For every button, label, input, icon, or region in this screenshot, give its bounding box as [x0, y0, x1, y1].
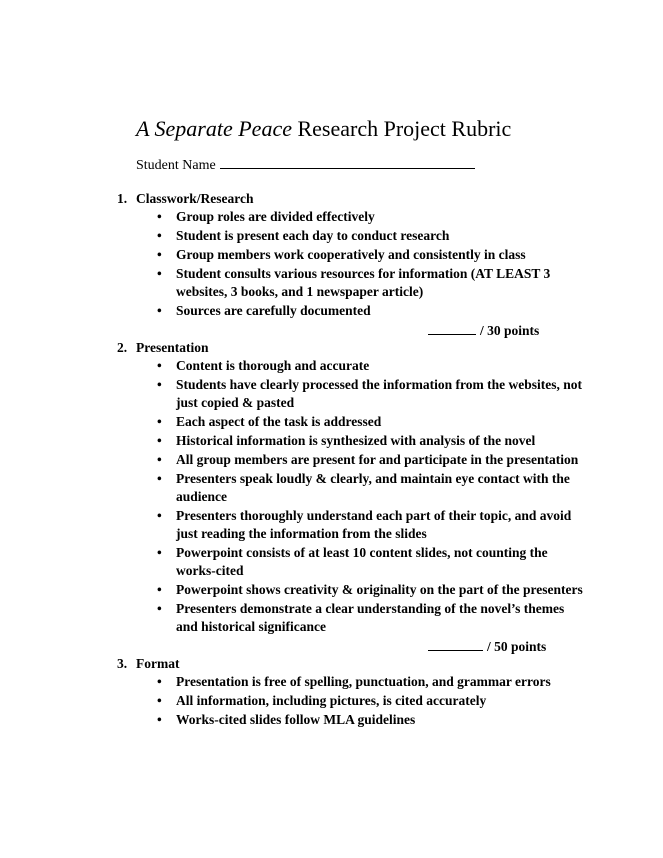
student-name-blank[interactable]	[220, 156, 475, 169]
bullet-icon: •	[157, 693, 162, 708]
criteria-list	[0, 208, 663, 320]
list-item	[0, 581, 586, 599]
criterion-text: Each aspect of the task is addressed	[176, 414, 382, 429]
criterion-text: All information, including pictures, is cited accurately	[176, 693, 487, 708]
criterion-text: Presenters demonstrate a clear understanding of the novel’s themes and historical significance	[176, 601, 565, 634]
section-title: Classwork/Research	[136, 191, 254, 206]
bullet-icon: •	[157, 712, 162, 727]
bullet-icon: •	[157, 545, 162, 560]
bullet-icon: •	[157, 228, 162, 243]
bullet-icon: •	[157, 601, 162, 616]
section-header	[0, 655, 663, 673]
bullet-icon: •	[157, 414, 162, 429]
list-item	[0, 711, 586, 729]
criterion-text: Sources are carefully documented	[176, 303, 371, 318]
score-label: / 50 points	[487, 639, 547, 654]
criteria-list	[0, 673, 663, 729]
score-text	[428, 321, 539, 340]
criterion-text: Presenters thoroughly understand each part of their topic, and avoid just reading the information from the slides	[176, 508, 572, 541]
list-item	[0, 470, 586, 506]
bullet-icon: •	[157, 471, 162, 486]
score-blank[interactable]	[428, 321, 476, 335]
section-number: 2.	[117, 340, 128, 355]
bullet-icon: •	[157, 433, 162, 448]
title-book-name: A Separate Peace	[136, 116, 292, 141]
bullet-icon: •	[157, 452, 162, 467]
list-item	[0, 376, 586, 412]
criterion-text: Student is present each day to conduct research	[176, 228, 450, 243]
list-item	[0, 208, 586, 226]
section-header	[0, 190, 663, 208]
list-item	[0, 265, 586, 301]
section-title: Format	[136, 656, 180, 671]
score-blank[interactable]	[428, 637, 483, 651]
list-item	[0, 600, 586, 636]
list-item	[0, 413, 586, 431]
bullet-icon: •	[157, 508, 162, 523]
bullet-icon: •	[157, 266, 162, 281]
bullet-icon: •	[157, 377, 162, 392]
criterion-text: Works-cited slides follow MLA guidelines	[176, 712, 416, 727]
student-name-line	[136, 156, 475, 175]
section-header	[0, 339, 663, 357]
list-item	[0, 692, 586, 710]
criterion-text: Student consults various resources for information (AT LEAST 3 websites, 3 books, and 1 newspaper article)	[176, 266, 551, 299]
criterion-text: Powerpoint shows creativity & originality on the part of the presenters	[176, 582, 583, 597]
list-item	[0, 544, 586, 580]
score-label: / 30 points	[480, 323, 540, 338]
criterion-text: Group roles are divided effectively	[176, 209, 375, 224]
criterion-text: Presentation is free of spelling, punctuation, and grammar errors	[176, 674, 551, 689]
score-line	[0, 321, 663, 339]
section-number: 1.	[117, 191, 128, 206]
bullet-icon: •	[157, 247, 162, 262]
list-item	[0, 507, 586, 543]
section-format	[0, 655, 663, 729]
bullet-icon: •	[157, 209, 162, 224]
rubric-sections	[0, 190, 663, 730]
criterion-text: Presenters speak loudly & clearly, and maintain eye contact with the audience	[176, 471, 570, 504]
list-item	[0, 432, 586, 450]
criterion-text: Historical information is synthesized with analysis of the novel	[176, 433, 536, 448]
page-title	[136, 115, 511, 143]
list-item	[0, 451, 586, 469]
list-item	[0, 227, 586, 245]
list-item	[0, 246, 586, 264]
list-item	[0, 673, 586, 691]
criterion-text: Students have clearly processed the information from the websites, not just copied & pasted	[176, 377, 582, 410]
list-item	[0, 302, 586, 320]
section-number: 3.	[117, 656, 128, 671]
section-presentation	[0, 339, 663, 655]
score-text	[428, 637, 546, 656]
criteria-list	[0, 357, 663, 636]
bullet-icon: •	[157, 303, 162, 318]
bullet-icon: •	[157, 674, 162, 689]
criterion-text: Powerpoint consists of at least 10 content slides, not counting the works-cited	[176, 545, 548, 578]
title-rest: Research Project Rubric	[297, 116, 512, 141]
criterion-text: Group members work cooperatively and consistently in class	[176, 247, 526, 262]
section-title: Presentation	[136, 340, 209, 355]
criterion-text: Content is thorough and accurate	[176, 358, 370, 373]
criterion-text: All group members are present for and participate in the presentation	[176, 452, 579, 467]
bullet-icon: •	[157, 358, 162, 373]
section-classwork-research	[0, 190, 663, 339]
score-line	[0, 637, 663, 655]
student-name-label: Student Name	[136, 158, 216, 173]
bullet-icon: •	[157, 582, 162, 597]
list-item	[0, 357, 586, 375]
